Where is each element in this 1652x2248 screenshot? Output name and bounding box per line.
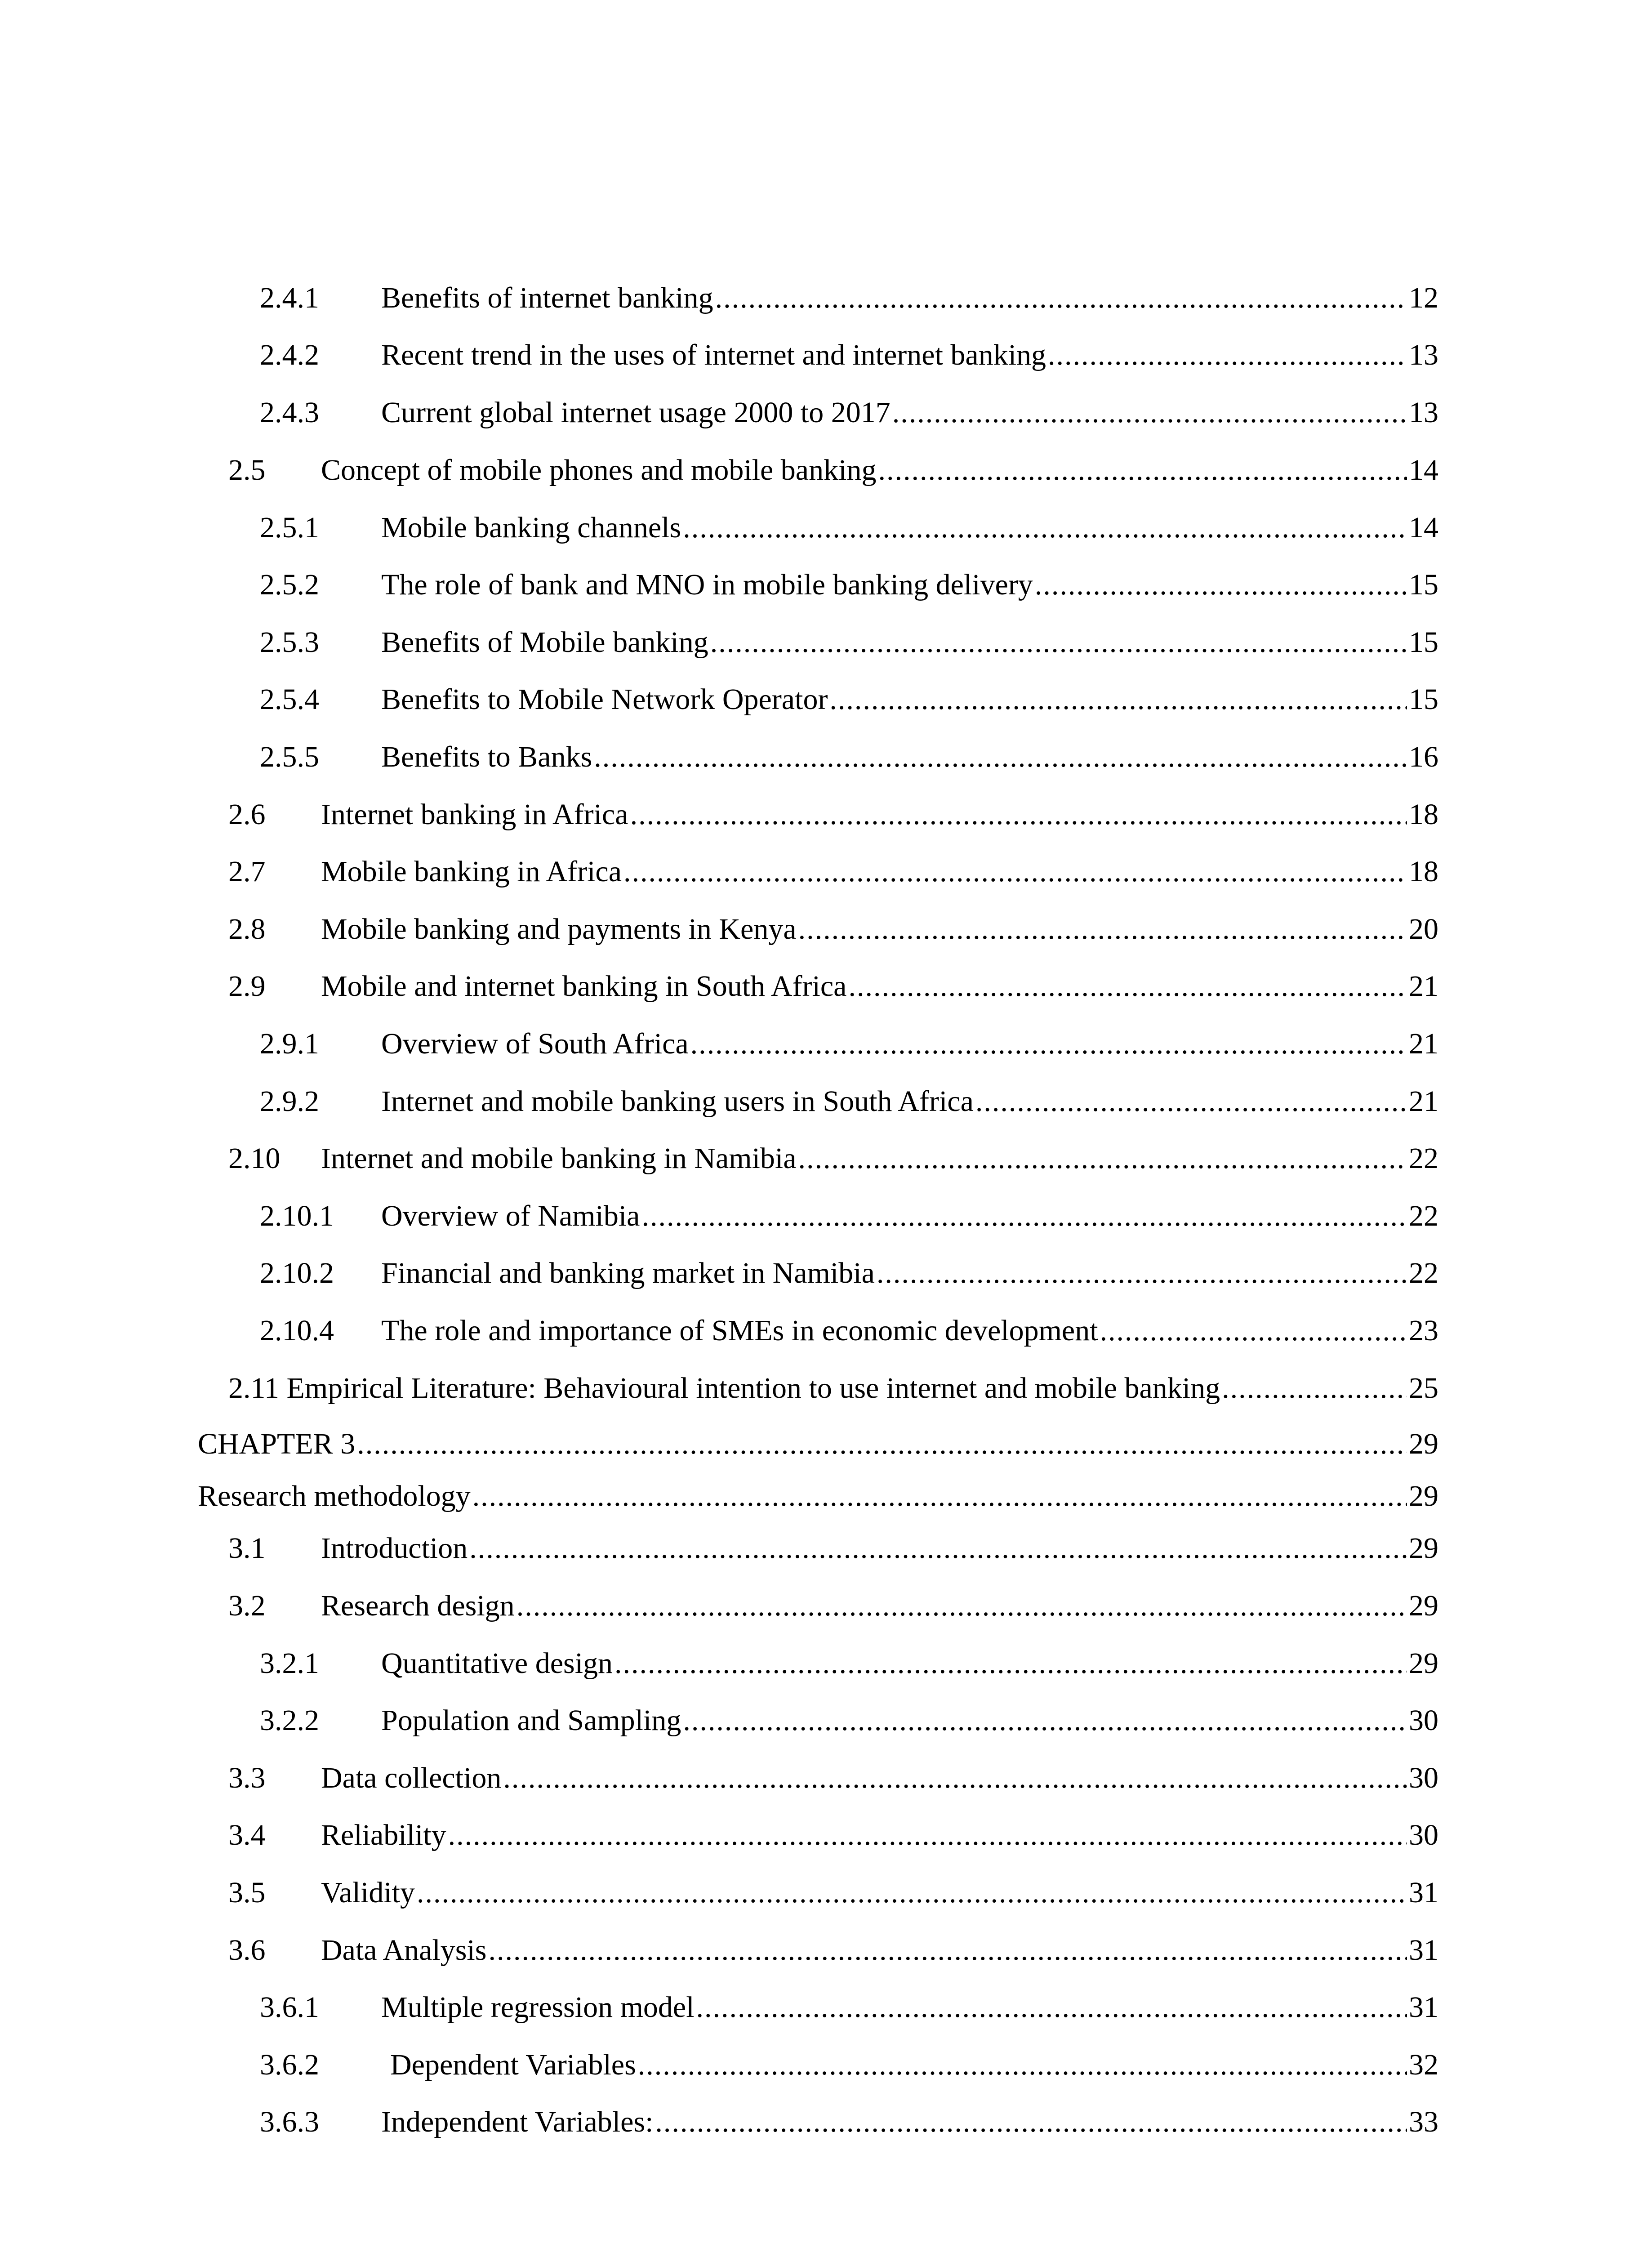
entry-page-number: 21 <box>1409 970 1438 1003</box>
entry-page-number: 23 <box>1409 1314 1438 1347</box>
entry-body <box>321 1757 1438 1800</box>
toc-entry-3-6[interactable] <box>0 1929 1652 1972</box>
entry-page-number: 33 <box>1409 2105 1438 2138</box>
entry-title: Data collection <box>321 1762 502 1794</box>
entry-body <box>321 1814 1438 1857</box>
entry-number: 3.2.2 <box>260 1704 319 1737</box>
toc-entry-3-2[interactable] <box>0 1584 1652 1628</box>
entry-page-number: 29 <box>1409 1427 1438 1460</box>
entry-body <box>198 1423 1438 1466</box>
entry-title: The role of bank and MNO in mobile banking delivery <box>381 568 1033 601</box>
entry-page-number: 15 <box>1409 626 1438 659</box>
toc-entry-2-4-3[interactable] <box>0 391 1652 434</box>
entry-title: Research design <box>321 1589 515 1622</box>
entry-page-number: 15 <box>1409 683 1438 716</box>
entry-number: 2.9.1 <box>260 1027 319 1060</box>
toc-entry-2-6[interactable] <box>0 793 1652 836</box>
dot-leader <box>638 2043 1407 2087</box>
entry-page-number: 15 <box>1409 568 1438 601</box>
dot-leader <box>1222 1367 1407 1410</box>
dot-leader <box>655 2101 1407 2144</box>
toc-entry-2-5[interactable] <box>0 449 1652 492</box>
entry-title: Overview of South Africa <box>381 1027 689 1060</box>
entry-title: Mobile banking and payments in Kenya <box>321 913 797 946</box>
entry-number: 3.6.3 <box>260 2105 319 2138</box>
entry-body <box>381 1309 1438 1352</box>
entry-title: Population and Sampling <box>381 1704 681 1737</box>
toc-entry-2-10-2[interactable] <box>0 1252 1652 1295</box>
entry-page-number: 30 <box>1409 1704 1438 1737</box>
entry-title: Independent Variables: <box>381 2105 654 2138</box>
dot-leader <box>1048 334 1407 377</box>
entry-number: 2.10.1 <box>260 1200 334 1232</box>
entry-page-number: 29 <box>1409 1647 1438 1680</box>
dot-leader <box>614 1642 1407 1685</box>
entry-title: Internet and mobile banking users in South Africa <box>381 1085 974 1118</box>
entry-body <box>381 277 1438 320</box>
entry-number: 3.2 <box>228 1589 266 1622</box>
entry-page-number: 21 <box>1409 1085 1438 1118</box>
entry-number: 2.5.4 <box>260 683 319 716</box>
toc-entry-chapter-3[interactable] <box>0 1423 1652 1466</box>
entry-page-number: 20 <box>1409 913 1438 946</box>
toc-entry-3-5[interactable] <box>0 1871 1652 1914</box>
dot-leader <box>469 1527 1407 1570</box>
entry-body <box>321 965 1438 1008</box>
entry-page-number: 22 <box>1409 1142 1438 1175</box>
entry-body <box>381 1252 1438 1295</box>
entry-title: Dependent Variables <box>390 2048 636 2081</box>
entry-page-number: 13 <box>1409 396 1438 429</box>
dot-leader <box>623 850 1407 893</box>
toc-entry-2-9-1[interactable] <box>0 1022 1652 1066</box>
entry-title: Financial and banking market in Namibia <box>381 1257 875 1289</box>
dot-leader <box>877 1252 1407 1295</box>
dot-leader <box>417 1871 1407 1914</box>
dot-leader <box>696 1986 1407 2029</box>
dot-leader <box>975 1080 1407 1123</box>
entry-number: 2.9.2 <box>260 1085 319 1118</box>
dot-leader <box>683 506 1407 549</box>
dot-leader <box>448 1814 1407 1857</box>
entry-title: Concept of mobile phones and mobile banking <box>321 454 877 486</box>
dot-leader <box>630 793 1407 836</box>
entry-number: 2.8 <box>228 913 266 946</box>
entry-page-number: 13 <box>1409 339 1438 371</box>
toc-entry-3-2-2[interactable] <box>0 1699 1652 1742</box>
entry-number: 3.4 <box>228 1819 266 1851</box>
dot-leader <box>798 908 1407 951</box>
entry-page-number: 30 <box>1409 1762 1438 1794</box>
entry-body <box>381 621 1438 664</box>
entry-title: Benefits of internet banking <box>381 281 713 314</box>
entry-body <box>381 563 1438 607</box>
toc-entry-2-11[interactable] <box>0 1367 1652 1410</box>
dot-leader <box>690 1022 1407 1066</box>
entry-title: Quantitative design <box>381 1647 613 1680</box>
entry-body <box>321 1527 1438 1570</box>
dot-leader <box>848 965 1407 1008</box>
toc-entry-3-6-1[interactable] <box>0 1986 1652 2029</box>
toc-entry-3-1[interactable] <box>0 1527 1652 1570</box>
entry-number: 2.4.3 <box>260 396 319 429</box>
entry-number: 2.5.1 <box>260 511 319 544</box>
toc-entry-3-3[interactable] <box>0 1757 1652 1800</box>
entry-number: 2.10.4 <box>260 1314 334 1347</box>
entry-page-number: 18 <box>1409 855 1438 888</box>
entry-title: Current global internet usage 2000 to 2017 <box>381 396 891 429</box>
toc-entry-2-5-1[interactable] <box>0 506 1652 549</box>
entry-page-number: 30 <box>1409 1819 1438 1851</box>
dot-leader <box>892 391 1407 434</box>
entry-title: Introduction <box>321 1532 468 1565</box>
entry-title: Benefits to Banks <box>381 740 592 773</box>
dot-leader <box>503 1757 1407 1800</box>
dot-leader <box>878 449 1407 492</box>
entry-title: Benefits of Mobile banking <box>381 626 708 659</box>
entry-page-number: 21 <box>1409 1027 1438 1060</box>
entry-title: Data Analysis <box>321 1934 487 1967</box>
dot-leader <box>517 1584 1407 1628</box>
dot-leader <box>683 1699 1407 1742</box>
entry-number: 2.5 <box>228 454 266 486</box>
dot-leader <box>488 1929 1407 1972</box>
entry-page-number: 12 <box>1409 281 1438 314</box>
toc-entry-2-9[interactable] <box>0 965 1652 1008</box>
entry-body <box>228 1367 1438 1410</box>
entry-page-number: 29 <box>1409 1532 1438 1565</box>
entry-body <box>321 793 1438 836</box>
toc-entry-2-4-1[interactable] <box>0 277 1652 320</box>
dot-leader <box>715 277 1407 320</box>
entry-number: 2.10.2 <box>260 1257 334 1289</box>
entry-title: Reliability <box>321 1819 446 1851</box>
toc-entry-2-9-2[interactable] <box>0 1080 1652 1123</box>
entry-number: 2.5.3 <box>260 626 319 659</box>
entry-page-number: 32 <box>1409 2048 1438 2081</box>
dot-leader <box>798 1137 1407 1180</box>
dot-leader <box>594 736 1407 779</box>
entry-title: Recent trend in the uses of internet and internet banking <box>381 339 1046 371</box>
entry-body <box>381 678 1438 721</box>
entry-number: 2.10 <box>228 1142 281 1175</box>
entry-body <box>321 1929 1438 1972</box>
toc-entry-2-10[interactable] <box>0 1137 1652 1180</box>
entry-number: 2.5.5 <box>260 740 319 773</box>
entry-page-number: 29 <box>1409 1480 1438 1512</box>
entry-number: 3.6.1 <box>260 1991 319 2024</box>
entry-title: Internet banking in Africa <box>321 798 628 831</box>
entry-body <box>198 1475 1438 1518</box>
entry-page-number: 14 <box>1409 454 1438 486</box>
entry-body <box>381 2101 1438 2144</box>
entry-page-number: 31 <box>1409 1876 1438 1909</box>
entry-title: Benefits to Mobile Network Operator <box>381 683 828 716</box>
entry-body <box>321 1584 1438 1628</box>
dot-leader <box>1100 1309 1407 1352</box>
entry-title: Internet and mobile banking in Namibia <box>321 1142 797 1175</box>
entry-body <box>321 449 1438 492</box>
entry-page-number: 22 <box>1409 1200 1438 1232</box>
entry-title: Overview of Namibia <box>381 1200 640 1232</box>
entry-number: 3.1 <box>228 1532 266 1565</box>
entry-title: The role and importance of SMEs in economic development <box>381 1314 1098 1347</box>
entry-body <box>381 2043 1438 2087</box>
dot-leader <box>357 1423 1407 1466</box>
entry-number: 3.6.2 <box>260 2048 319 2081</box>
entry-body <box>381 1642 1438 1685</box>
entry-body <box>381 1195 1438 1238</box>
entry-page-number: 18 <box>1409 798 1438 831</box>
toc-entry-2-10-4[interactable] <box>0 1309 1652 1352</box>
dot-leader <box>641 1195 1407 1238</box>
dot-leader <box>472 1475 1407 1518</box>
entry-body <box>381 1986 1438 2029</box>
entry-title: Research methodology <box>198 1480 471 1512</box>
toc-entry-3-6-2[interactable] <box>0 2043 1652 2087</box>
entry-number: 2.4.2 <box>260 339 319 371</box>
toc-entry-research-methodology[interactable] <box>0 1475 1652 1518</box>
entry-number: 2.6 <box>228 798 266 831</box>
entry-body <box>381 506 1438 549</box>
entry-title: Mobile and internet banking in South Africa <box>321 970 847 1003</box>
entry-number: 3.5 <box>228 1876 266 1909</box>
entry-body <box>381 736 1438 779</box>
entry-title: Mobile banking channels <box>381 511 681 544</box>
entry-page-number: 31 <box>1409 1934 1438 1967</box>
entry-page-number: 14 <box>1409 511 1438 544</box>
entry-number: 3.3 <box>228 1762 266 1794</box>
entry-page-number: 22 <box>1409 1257 1438 1289</box>
entry-body <box>381 391 1438 434</box>
dot-leader <box>1035 563 1407 607</box>
entry-page-number: 31 <box>1409 1991 1438 2024</box>
entry-body <box>381 1022 1438 1066</box>
entry-page-number: 16 <box>1409 740 1438 773</box>
entry-title: Mobile banking in Africa <box>321 855 622 888</box>
entry-number: 3.2.1 <box>260 1647 319 1680</box>
entry-title: Multiple regression model <box>381 1991 695 2024</box>
dot-leader <box>710 621 1407 664</box>
entry-title: CHAPTER 3 <box>198 1427 356 1460</box>
dot-leader <box>829 678 1407 721</box>
toc-entry-2-4-2[interactable] <box>0 334 1652 377</box>
toc-entry-2-5-2[interactable] <box>0 563 1652 607</box>
entry-body <box>321 908 1438 951</box>
entry-body <box>381 1699 1438 1742</box>
entry-page-number: 25 <box>1409 1372 1438 1405</box>
entry-body <box>321 850 1438 893</box>
entry-title: 2.11 Empirical Literature: Behavioural intention to use internet and mobile banking <box>228 1372 1220 1405</box>
toc-entry-2-7[interactable] <box>0 850 1652 893</box>
entry-page-number: 29 <box>1409 1589 1438 1622</box>
entry-body <box>321 1871 1438 1914</box>
entry-number: 2.4.1 <box>260 281 319 314</box>
toc-entry-2-10-1[interactable] <box>0 1195 1652 1238</box>
entry-title: Validity <box>321 1876 415 1909</box>
entry-number: 2.9 <box>228 970 266 1003</box>
entry-number: 2.7 <box>228 855 266 888</box>
entry-body <box>381 334 1438 377</box>
entry-number: 2.5.2 <box>260 568 319 601</box>
toc-entry-2-5-5[interactable] <box>0 736 1652 779</box>
toc-entry-3-4[interactable] <box>0 1814 1652 1857</box>
toc-entry-2-8[interactable] <box>0 908 1652 951</box>
entry-body <box>321 1137 1438 1180</box>
toc-entry-2-5-4[interactable] <box>0 678 1652 721</box>
toc-entry-2-5-3[interactable] <box>0 621 1652 664</box>
entry-body <box>381 1080 1438 1123</box>
entry-number: 3.6 <box>228 1934 266 1967</box>
toc-entry-3-6-3[interactable] <box>0 2101 1652 2144</box>
toc-entry-3-2-1[interactable] <box>0 1642 1652 1685</box>
